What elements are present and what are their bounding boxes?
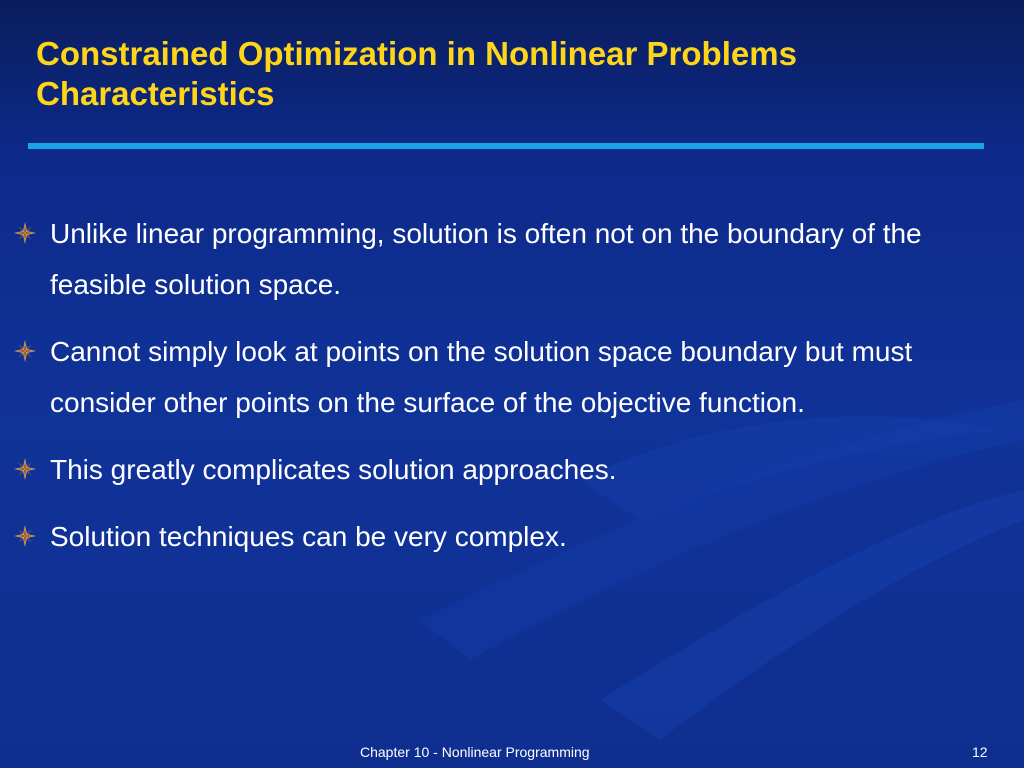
- slide-title-line-1: Constrained Optimization in Nonlinear Problems: [36, 35, 797, 72]
- bullet-text: Unlike linear programming, solution is often not on the boundary of the feasible solution space.: [50, 218, 922, 300]
- bullet-list: [14, 208, 989, 578]
- compass-star-icon: [14, 222, 36, 244]
- slide-footer: [0, 744, 1000, 764]
- bullet-text: This greatly complicates solution approaches.: [50, 454, 617, 485]
- bullet-item: [14, 444, 989, 495]
- footer-chapter-label: Chapter 10 - Nonlinear Programming: [360, 744, 590, 760]
- bullet-item: [14, 208, 989, 310]
- compass-star-icon: [14, 340, 36, 362]
- page-number: 12: [972, 744, 988, 760]
- compass-star-icon: [14, 458, 36, 480]
- bullet-item: [14, 511, 989, 562]
- title-divider: [28, 143, 984, 149]
- bullet-item: [14, 326, 989, 428]
- slide-title: [36, 34, 996, 114]
- bullet-text: Cannot simply look at points on the solution space boundary but must consider other points on the surface of the objective function.: [50, 336, 913, 418]
- bullet-text: Solution techniques can be very complex.: [50, 521, 567, 552]
- compass-star-icon: [14, 525, 36, 547]
- slide-title-line-2: Characteristics: [36, 75, 275, 112]
